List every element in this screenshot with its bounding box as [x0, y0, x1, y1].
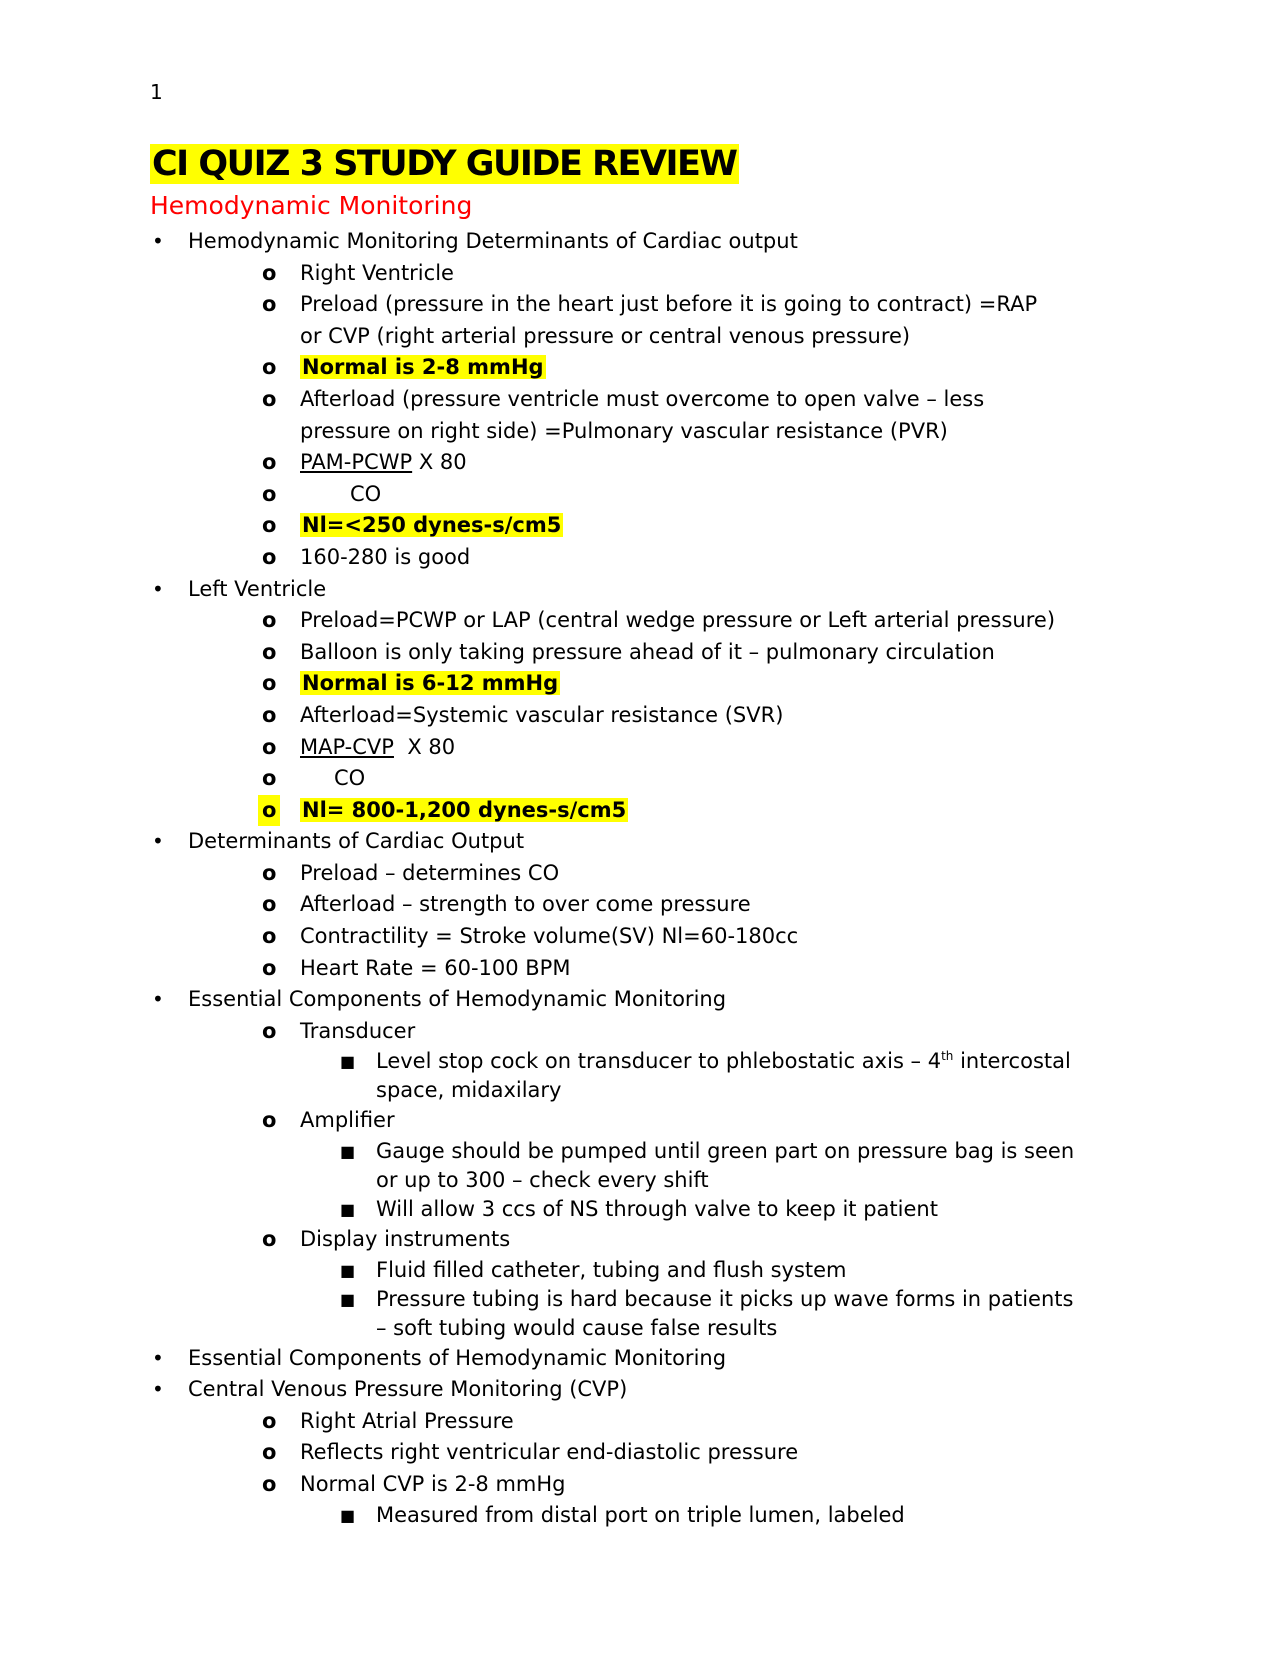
formula-multiplier: X 80	[412, 450, 467, 475]
list-item-text: Display instruments	[300, 1227, 511, 1252]
list-item	[150, 1374, 1150, 1406]
list-item-text: Level stop cock on transducer to phlebostatic axis – 4	[376, 1049, 942, 1074]
circle-marker: o	[258, 795, 280, 827]
list-item	[150, 574, 1150, 606]
bullet-marker: •	[152, 576, 164, 601]
circle-marker: o	[262, 608, 277, 633]
circle-marker: o	[262, 355, 277, 380]
list-item	[150, 1469, 1150, 1501]
outline-list	[150, 226, 1150, 1530]
circle-marker: o	[262, 671, 277, 696]
list-item	[150, 352, 1150, 384]
circle-marker: o	[262, 892, 277, 917]
list-item	[150, 1137, 1076, 1195]
list-item-text: Preload=PCWP or LAP (central wedge pressure or Left arterial pressure)	[300, 608, 1056, 633]
list-item-text: Essential Components of Hemodynamic Monitoring	[188, 987, 727, 1012]
list-item-text: Essential Components of Hemodynamic Monitoring	[188, 1345, 727, 1370]
list-item	[150, 984, 1150, 1016]
section-heading: Hemodynamic Monitoring	[150, 191, 473, 220]
list-item-text: Preload – determines CO	[300, 860, 560, 885]
list-item	[150, 1047, 1076, 1105]
list-item	[150, 763, 1150, 795]
square-marker: ■	[340, 1052, 356, 1072]
list-item-text: Hemodynamic Monitoring Determinants of Cardiac output	[188, 229, 798, 253]
list-item-text: Determinants of Cardiac Output	[188, 829, 525, 854]
formula-denominator: CO	[350, 481, 382, 506]
list-item	[150, 226, 1150, 258]
circle-marker: o	[262, 955, 277, 980]
circle-marker: o	[262, 260, 277, 285]
circle-marker: o	[262, 639, 277, 664]
document-title	[150, 142, 739, 186]
superscript-text: th	[941, 1049, 954, 1064]
list-item	[150, 479, 1150, 511]
list-item-text: Will allow 3 ccs of NS through valve to keep it patient	[376, 1197, 938, 1222]
list-item	[150, 1501, 1150, 1530]
list-item	[150, 1343, 1150, 1375]
list-item-text: Reflects right ventricular end-diastolic pressure	[300, 1440, 799, 1465]
list-item	[150, 858, 1150, 890]
list-item-text: Balloon is only taking pressure ahead of it – pulmonary circulation	[300, 639, 995, 664]
circle-marker: o	[262, 734, 277, 759]
list-item	[150, 732, 1150, 764]
circle-marker: o	[262, 924, 277, 949]
list-item-text: Afterload (pressure ventricle must overcome to open valve – less pressure on right side) =Pulmonary vascular resistance (PVR)	[300, 386, 985, 443]
highlighted-text: Nl= 800-1,200 dynes-s/cm5	[302, 797, 627, 822]
highlighted-text: Nl=<250 dynes-s/cm5	[302, 513, 562, 538]
circle-marker: o	[262, 1408, 277, 1433]
list-item	[150, 258, 1150, 290]
list-item-text: Right Ventricle	[300, 260, 454, 285]
list-item-text: intercostal space, midaxilary	[376, 1049, 1071, 1103]
circle-marker: o	[262, 766, 277, 791]
list-item	[150, 1016, 1150, 1048]
list-item	[150, 889, 1150, 921]
square-marker: ■	[340, 1289, 356, 1309]
list-item	[150, 1285, 1076, 1343]
list-item-text: Measured from distal port on triple lumen, labeled	[376, 1502, 905, 1527]
list-item	[150, 637, 1150, 669]
circle-marker: o	[262, 1018, 277, 1043]
circle-marker: o	[262, 1472, 277, 1496]
list-item	[150, 953, 1150, 985]
list-item-text: Transducer	[300, 1018, 416, 1043]
list-item	[150, 921, 1150, 953]
list-item	[150, 1406, 1150, 1438]
square-marker: ■	[340, 1142, 356, 1162]
list-item	[150, 542, 1150, 574]
title-highlight: CI QUIZ 3 STUDY GUIDE REVIEW	[152, 144, 737, 184]
list-item-text: Left Ventricle	[188, 576, 327, 601]
circle-marker: o	[262, 702, 277, 727]
circle-marker: o	[262, 1108, 277, 1133]
circle-marker: o	[262, 386, 277, 411]
list-item	[150, 826, 1150, 858]
bullet-marker: •	[152, 987, 164, 1012]
list-item-text: Contractility = Stroke volume(SV) Nl=60-180cc	[300, 924, 799, 949]
circle-marker: o	[262, 1440, 277, 1465]
circle-marker: o	[262, 481, 277, 506]
list-item-text: Afterload=Systemic vascular resistance (SVR)	[300, 702, 784, 727]
highlighted-text: Normal is 2-8 mmHg	[302, 355, 544, 380]
highlighted-text: Normal is 6-12 mmHg	[302, 671, 559, 696]
circle-marker: o	[262, 860, 277, 885]
list-item	[150, 289, 1060, 352]
formula-numerator: MAP-CVP	[300, 734, 394, 759]
list-item	[150, 1224, 1150, 1256]
list-item-text: Normal CVP is 2-8 mmHg	[300, 1472, 566, 1496]
list-item	[150, 384, 1060, 447]
circle-marker: o	[262, 513, 277, 538]
page-number: 1	[150, 80, 163, 104]
bullet-marker: •	[152, 1377, 164, 1402]
list-item	[150, 668, 1150, 700]
formula-multiplier: X 80	[393, 734, 456, 759]
list-item-text: 160-280 is good	[300, 544, 471, 569]
list-item	[150, 447, 1150, 479]
list-item-text: Central Venous Pressure Monitoring (CVP)	[188, 1377, 628, 1402]
list-item-text: Pressure tubing is hard because it picks up wave forms in patients – soft tubing would cause false results	[376, 1286, 1074, 1340]
square-marker: ■	[340, 1260, 356, 1280]
list-item	[150, 795, 1150, 827]
bullet-marker: •	[152, 229, 164, 253]
list-item-text: Preload (pressure in the heart just before it is going to contract) =RAP or CVP (right arterial pressure or central venous pressure)	[300, 292, 1038, 348]
bullet-marker: •	[152, 829, 164, 854]
list-item	[150, 1256, 1150, 1285]
circle-marker: o	[262, 1227, 277, 1252]
list-item-text: Amplifier	[300, 1108, 395, 1133]
square-marker: ■	[340, 1505, 356, 1525]
list-item	[150, 1437, 1150, 1469]
square-marker: ■	[340, 1200, 356, 1220]
list-item-text: Afterload – strength to over come pressure	[300, 892, 751, 917]
list-item-text: Right Atrial Pressure	[300, 1408, 514, 1433]
list-item	[150, 510, 1150, 542]
formula-numerator: PAM-PCWP	[300, 450, 413, 475]
formula-denominator: CO	[334, 766, 366, 791]
list-item	[150, 605, 1150, 637]
list-item-text: Fluid filled catheter, tubing and flush system	[376, 1257, 847, 1282]
list-item-text: Heart Rate = 60-100 BPM	[300, 955, 571, 980]
bullet-marker: •	[152, 1345, 164, 1370]
list-item	[150, 1195, 1150, 1224]
circle-marker: o	[262, 292, 277, 317]
circle-marker: o	[262, 544, 277, 569]
list-item	[150, 1105, 1150, 1137]
list-item-text: Gauge should be pumped until green part on pressure bag is seen or up to 300 – check every shift	[376, 1139, 1075, 1193]
list-item	[150, 700, 1150, 732]
circle-marker: o	[262, 450, 277, 475]
